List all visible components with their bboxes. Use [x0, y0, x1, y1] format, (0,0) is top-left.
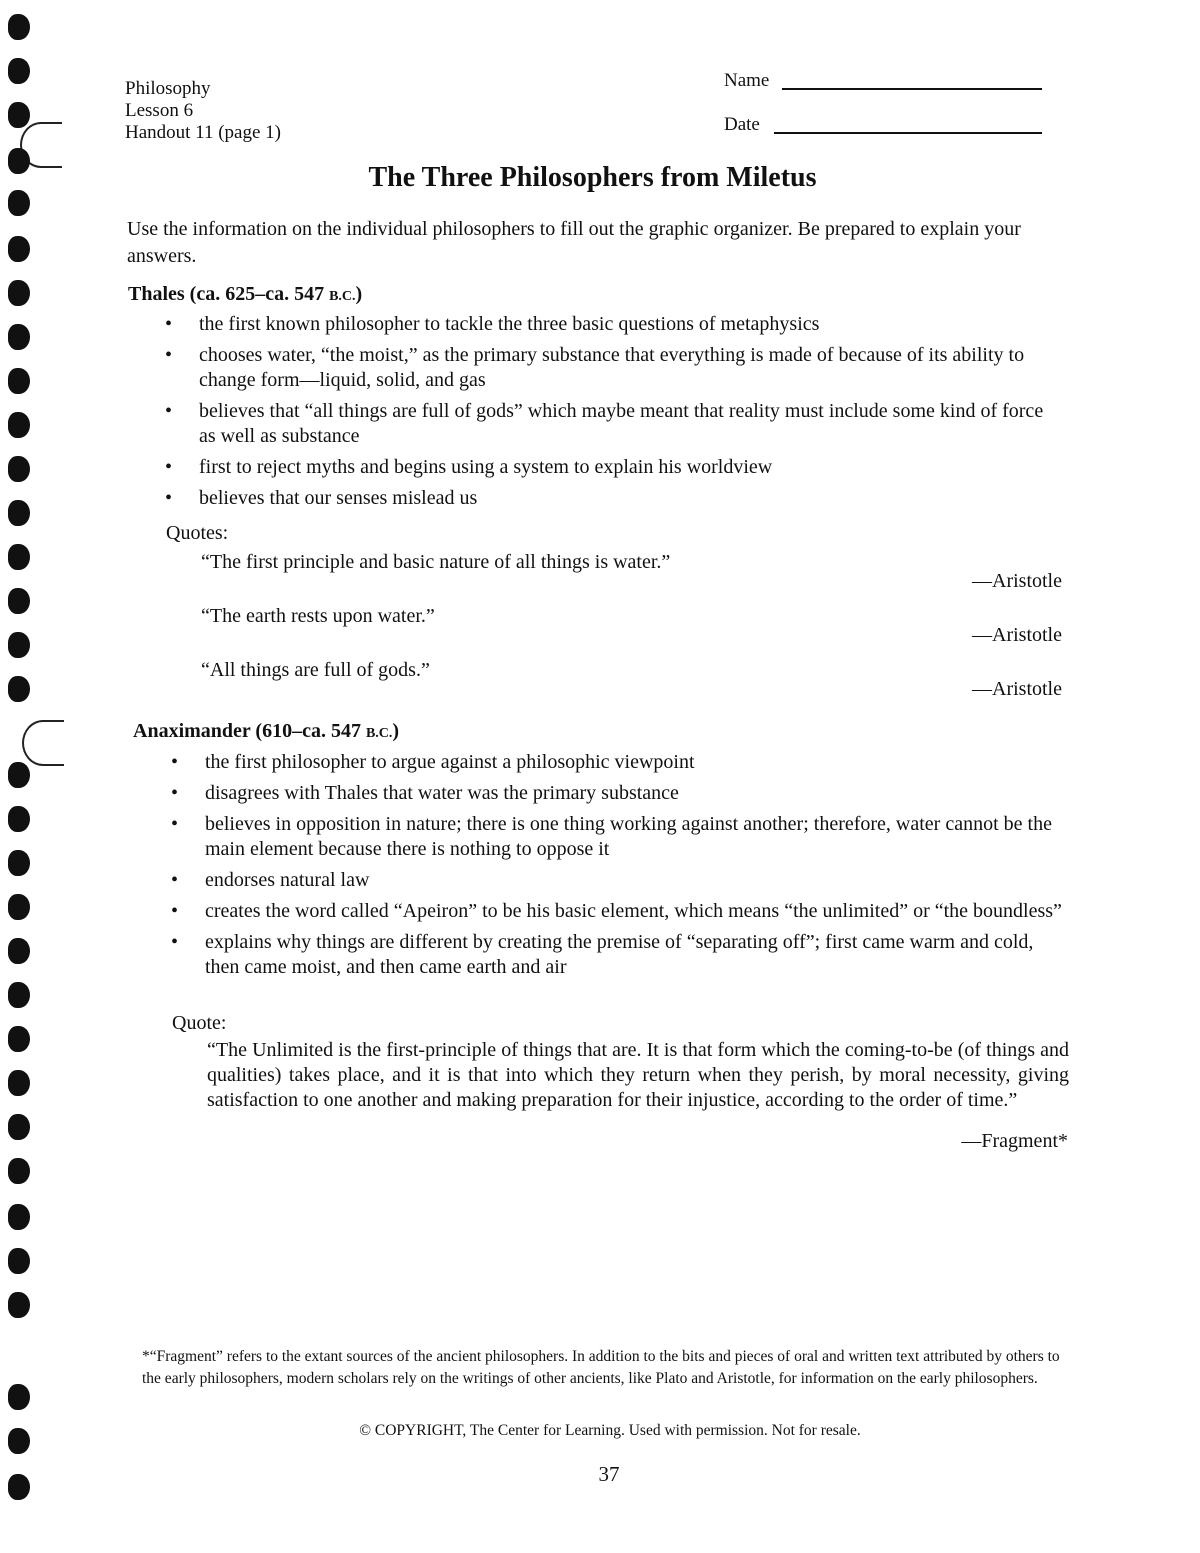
bullet-icon: • — [165, 456, 173, 478]
binder-hole — [8, 982, 30, 1008]
footnote: *“Fragment” refers to the extant sources of the ancient philosophers. In addition to the bits and pieces of oral and written text attributed by others to the early philosophers, modern scholars rely on the writings of other ancients, like Plato and Aristotle, for information on the early philosophers. — [142, 1348, 1060, 1387]
bullet-icon: • — [171, 869, 179, 891]
bullet-text: creates the word called “Apeiron” to be his basic element, which means “the unlimited” or “the boundless” — [205, 900, 1062, 922]
date-field[interactable] — [724, 114, 760, 136]
quote-attribution: —Aristotle — [972, 570, 1062, 592]
binder-hole — [8, 762, 30, 788]
binder-hole — [8, 676, 30, 702]
binder-hole — [8, 236, 30, 262]
quote-text: “The Unlimited is the first-principle of things that are. It is that form which the coming-to-be (of things and qualities) takes place, and it is that into which they return when they perish, by moral necessity, giving satisfaction to one another and making preparation for their injustice, according to the order of time.” — [207, 1039, 1069, 1111]
list-item — [171, 899, 1066, 924]
bullet-text: explains why things are different by creating the premise of “separating off”; first came warm and cold, then came moist, and then came earth and air — [205, 931, 1034, 978]
thales-bullet-list — [165, 312, 1060, 517]
binder-hole — [8, 1204, 30, 1230]
copyright-notice: © COPYRIGHT, The Center for Learning. Used with permission. Not for resale. — [359, 1422, 861, 1439]
bullet-icon: • — [171, 900, 179, 922]
list-item — [171, 930, 1066, 980]
anaximander-name: Anaximander (610–ca. 547 — [133, 720, 366, 742]
binder-hole — [8, 806, 30, 832]
list-item — [165, 312, 1060, 337]
bullet-icon: • — [165, 344, 173, 366]
bullet-icon: • — [171, 931, 179, 953]
list-item — [171, 750, 1066, 775]
quote-attribution: —Aristotle — [972, 678, 1062, 700]
bullet-text: the first known philosopher to tackle the three basic questions of metaphysics — [199, 313, 820, 335]
name-line[interactable] — [782, 88, 1042, 90]
bullet-icon: • — [171, 813, 179, 835]
binder-hole — [8, 544, 30, 570]
quote-attribution: —Fragment* — [961, 1130, 1068, 1152]
binder-hole — [8, 894, 30, 920]
binder-hole — [8, 412, 30, 438]
list-item — [165, 455, 1060, 480]
handout-label: Handout 11 (page 1) — [125, 122, 281, 143]
quotes-label: Quotes: — [166, 522, 229, 544]
bullet-text: endorses natural law — [205, 869, 370, 891]
anaximander-close: ) — [392, 720, 400, 742]
bullet-text: chooses water, “the moist,” as the primary substance that everything is made of because of its ability to change form—liquid, solid, and gas — [199, 344, 1025, 391]
binder-holes — [8, 0, 48, 1553]
binder-hole — [8, 368, 30, 394]
binder-ring — [22, 720, 64, 766]
anaximander-bullet-list — [171, 750, 1066, 986]
lesson-label: Lesson 6 — [125, 100, 194, 121]
thales-heading — [128, 283, 362, 306]
binder-hole — [8, 456, 30, 482]
date-label: Date — [724, 114, 760, 135]
subject-label: Philosophy — [125, 78, 211, 99]
name-field[interactable] — [724, 70, 769, 92]
bullet-icon: • — [165, 487, 173, 509]
bullet-icon: • — [171, 751, 179, 773]
thales-close: ) — [355, 283, 363, 305]
anaximander-era: B.C. — [365, 726, 393, 741]
binder-hole — [8, 1026, 30, 1052]
anaximander-heading — [133, 720, 399, 743]
binder-hole — [8, 1248, 30, 1274]
bullet-icon: • — [165, 400, 173, 422]
list-item — [165, 343, 1060, 393]
binder-hole — [8, 1292, 30, 1318]
quote-attribution: —Aristotle — [972, 624, 1062, 646]
binder-hole — [8, 500, 30, 526]
binder-hole — [8, 850, 30, 876]
bullet-text: believes that our senses mislead us — [199, 487, 478, 509]
binder-hole — [8, 14, 30, 40]
list-item — [165, 486, 1060, 511]
list-item — [165, 399, 1060, 449]
name-label: Name — [724, 70, 770, 91]
quote-text: “All things are full of gods.” — [201, 659, 430, 681]
thales-name: Thales (ca. 625–ca. 547 — [128, 283, 330, 305]
bullet-icon: • — [165, 313, 173, 335]
binder-hole — [8, 324, 30, 350]
bullet-text: the first philosopher to argue against a philosophic viewpoint — [205, 751, 695, 773]
date-line[interactable] — [774, 132, 1042, 134]
binder-hole — [8, 1070, 30, 1096]
bullet-text: believes in opposition in nature; there is one thing working against another; therefore, water cannot be the main element because there is nothing to oppose it — [205, 813, 1052, 860]
list-item — [171, 781, 1066, 806]
bullet-text: first to reject myths and begins using a system to explain his worldview — [199, 456, 773, 478]
binder-hole — [8, 280, 30, 306]
quote-label: Quote: — [172, 1012, 227, 1034]
bullet-icon: • — [171, 782, 179, 804]
page-number: 37 — [598, 1462, 620, 1486]
thales-era: B.C. — [329, 289, 356, 304]
binder-hole — [8, 102, 30, 128]
binder-hole — [8, 632, 30, 658]
binder-hole — [8, 588, 30, 614]
page-title: The Three Philosophers from Miletus — [368, 162, 817, 193]
binder-hole — [8, 938, 30, 964]
binder-hole — [8, 1114, 30, 1140]
quote-text: “The earth rests upon water.” — [201, 605, 435, 627]
quote-text: “The first principle and basic nature of all things is water.” — [201, 551, 671, 573]
handout-header — [125, 78, 281, 144]
binder-hole — [8, 1384, 30, 1410]
binder-hole — [8, 58, 30, 84]
binder-hole — [8, 1158, 30, 1184]
list-item — [171, 812, 1066, 862]
bullet-text: believes that “all things are full of gods” which maybe meant that reality must include some kind of force as well as substance — [199, 400, 1044, 447]
instructions: Use the information on the individual philosophers to fill out the graphic organizer. Be prepared to explain your answers. — [127, 218, 1021, 267]
list-item — [171, 868, 1066, 893]
bullet-text: disagrees with Thales that water was the primary substance — [205, 782, 679, 804]
